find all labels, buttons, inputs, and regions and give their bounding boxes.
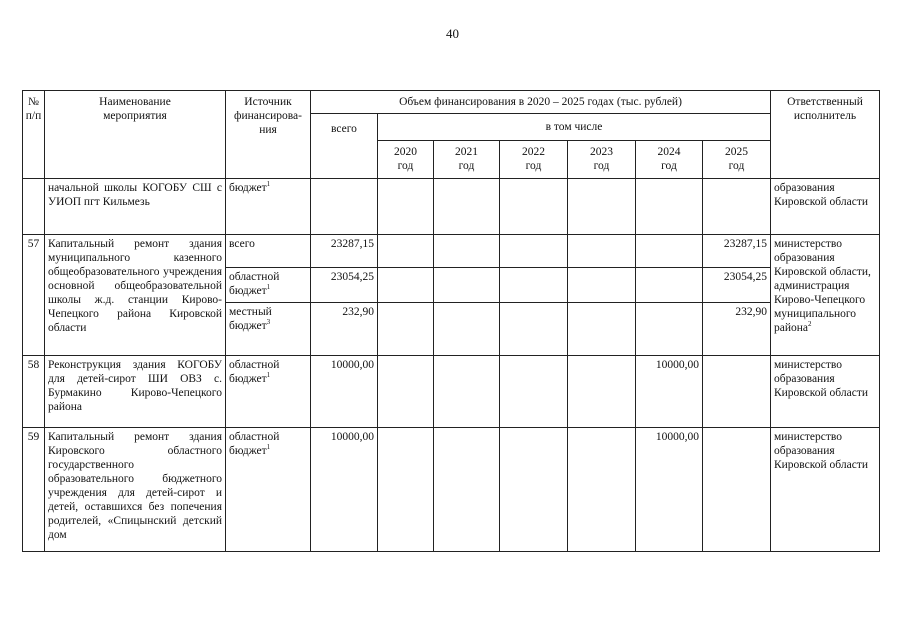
footnote-marker: 2 (808, 320, 812, 329)
measure-name: начальной школы КОГОБУ СШ с УИОП пгт Кильмезь (45, 179, 226, 235)
year-amount (499, 268, 567, 303)
year-amount (499, 235, 567, 268)
year-amount (433, 428, 499, 552)
year-amount (433, 268, 499, 303)
executor-label: министерство образования Кировской области (773, 359, 869, 399)
year-amount (433, 179, 499, 235)
year-amount: 10000,00 (635, 428, 702, 552)
measure-name: Реконструкция здания КОГОБУ для детей-сирот ШИ ОВЗ с. Бурмакино Кирово-Чепецкого района (45, 356, 226, 428)
total-amount: 10000,00 (310, 428, 377, 552)
table-row (23, 179, 880, 235)
year-amount (377, 303, 433, 356)
header-year: 2022 год (499, 141, 567, 179)
funding-source (226, 179, 311, 235)
header-volume: Объем финансирования в 2020 – 2025 годах (тыс. рублей) (310, 91, 770, 114)
year-amount (567, 268, 635, 303)
year-amount (377, 235, 433, 268)
footnote-marker: 1 (266, 283, 271, 292)
funding-source-label: областной бюджет (229, 359, 280, 385)
year-amount (635, 179, 702, 235)
year-amount (635, 268, 702, 303)
total-amount: 10000,00 (310, 356, 377, 428)
year-amount (567, 179, 635, 235)
funding-source (226, 428, 311, 552)
responsible-executor (770, 235, 879, 356)
year-amount: 10000,00 (635, 356, 702, 428)
funding-source-label: областной бюджет (229, 431, 280, 457)
funding-source-label: местный бюджет (229, 306, 272, 332)
header-year: 2020 год (377, 141, 433, 179)
year-amount: 23287,15 (702, 235, 770, 268)
year-amount (567, 235, 635, 268)
executor-label: образования Кировской области (773, 182, 869, 208)
year-amount (702, 179, 770, 235)
table-body (23, 179, 880, 552)
year-amount: 23054,25 (702, 268, 770, 303)
funding-source (226, 303, 311, 356)
funding-source-label: всего (229, 238, 255, 250)
header-including: в том числе (377, 114, 770, 141)
funding-source (226, 356, 311, 428)
funding-source (226, 268, 311, 303)
header-total: всего (310, 114, 377, 179)
footnote-marker: 1 (266, 180, 271, 189)
header-year: 2024 год (635, 141, 702, 179)
year-amount (377, 268, 433, 303)
responsible-executor (770, 428, 879, 552)
row-number (23, 179, 45, 235)
year-amount (499, 303, 567, 356)
footnote-marker: 1 (266, 371, 271, 380)
total-amount (310, 179, 377, 235)
header-executor: Ответственный исполнитель (770, 91, 879, 179)
table-row (23, 428, 880, 552)
footnote-marker: 1 (266, 443, 271, 452)
funding-source-label: областной бюджет (229, 271, 280, 297)
year-amount (635, 303, 702, 356)
row-number: 58 (23, 356, 45, 428)
total-amount: 23054,25 (310, 268, 377, 303)
year-amount (567, 303, 635, 356)
year-amount (377, 179, 433, 235)
year-amount (499, 428, 567, 552)
table-header (23, 91, 880, 179)
executor-label: министерство образования Кировской области, администрация Кирово-Чепецкого муниципального района (773, 238, 871, 334)
funding-source (226, 235, 311, 268)
header-year: 2025 год (702, 141, 770, 179)
year-amount (567, 356, 635, 428)
year-amount (702, 356, 770, 428)
year-amount (567, 428, 635, 552)
measure-name: Капитальный ремонт здания муниципального казенного общеобразовательного учреждения основной общеобразовательной школы ж.д. станции Кирово-Чепецкого района Кировской области (45, 235, 226, 356)
responsible-executor (770, 179, 879, 235)
year-amount (499, 356, 567, 428)
responsible-executor (770, 356, 879, 428)
header-year: 2021 год (433, 141, 499, 179)
year-amount (433, 356, 499, 428)
funding-source-label: бюджет (229, 182, 267, 194)
year-amount (433, 303, 499, 356)
year-amount (499, 179, 567, 235)
table-row (23, 235, 880, 268)
row-number: 57 (23, 235, 45, 356)
header-name: Наименование мероприятия (45, 91, 226, 179)
year-amount (377, 428, 433, 552)
executor-label: министерство образования Кировской области (773, 431, 869, 471)
table-row (23, 356, 880, 428)
footnote-marker: 3 (266, 318, 271, 327)
year-amount (702, 428, 770, 552)
year-amount: 232,90 (702, 303, 770, 356)
year-amount (377, 356, 433, 428)
financing-table (22, 90, 880, 552)
year-amount (635, 235, 702, 268)
row-number: 59 (23, 428, 45, 552)
total-amount: 23287,15 (310, 235, 377, 268)
page-number: 40 (446, 26, 459, 41)
total-amount: 232,90 (310, 303, 377, 356)
header-source: Источник финансирова-ния (226, 91, 311, 179)
measure-name: Капитальный ремонт здания Кировского областного государственного образовательного бюджетного учреждения для детей-сирот и детей, оставшихся без попечения родителей, «Спицынский детский дом (45, 428, 226, 552)
header-num: № п/п (23, 91, 45, 179)
header-year: 2023 год (567, 141, 635, 179)
year-amount (433, 235, 499, 268)
